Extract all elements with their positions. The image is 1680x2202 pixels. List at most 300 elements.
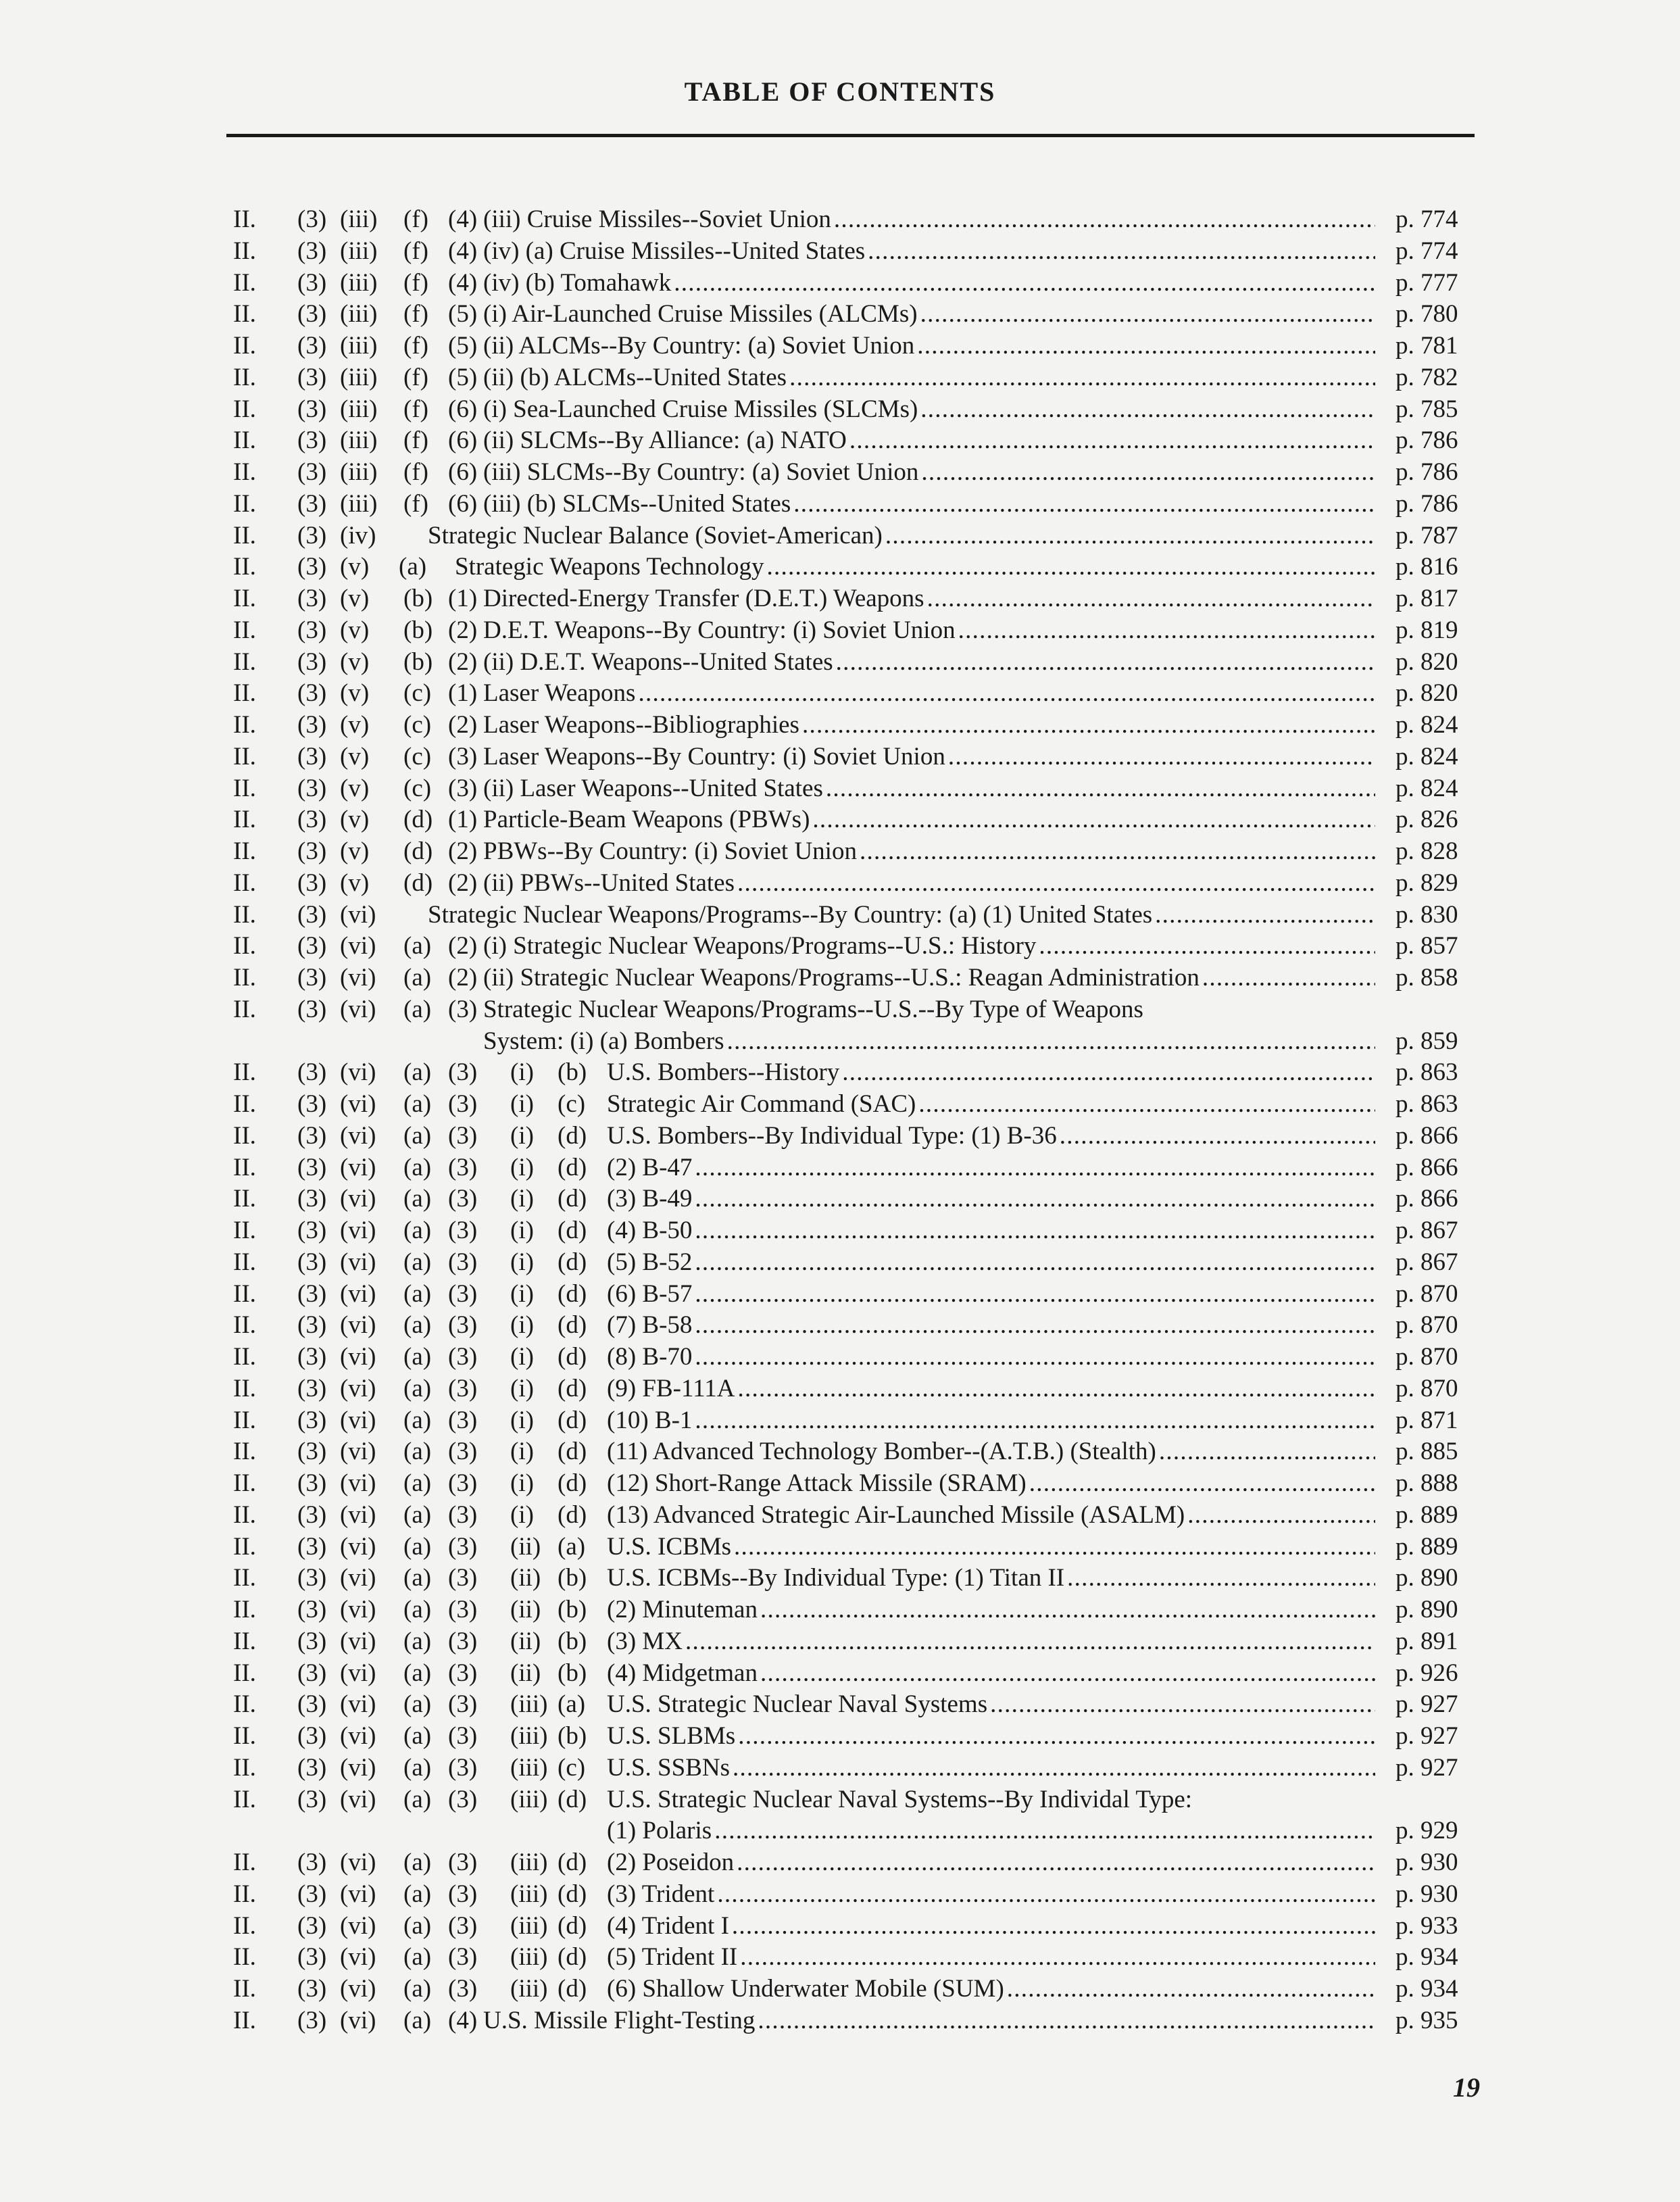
toc-entry-title: (6) Shallow Underwater Mobile (SUM) <box>607 1975 1004 2003</box>
toc-subsection-label: (vi) <box>340 1911 376 1940</box>
toc-subsection-label: (f) <box>403 205 428 233</box>
toc-subsection-label: (3) <box>297 1880 327 1908</box>
dot-leader <box>842 1057 1375 1089</box>
toc-subsection-label: (3) <box>448 1343 478 1371</box>
toc-subsection-label: (3) <box>448 1596 478 1623</box>
toc-subsection-label: (3) <box>297 1785 327 1813</box>
toc-entry-title: (2) B-47 <box>607 1153 693 1181</box>
toc-subsection-label: (3) <box>448 1469 478 1497</box>
toc-subsection-label: (2) <box>448 837 478 865</box>
toc-entry-title: (ii) Laser Weapons--United States <box>483 774 823 802</box>
toc-page-ref: p. 870 <box>1395 1374 1458 1402</box>
toc-subsection-label: (f) <box>403 458 428 486</box>
toc-subsection-label: (5) <box>448 363 478 391</box>
toc-entry-title: PBWs--By Country: (i) Soviet Union <box>483 837 857 865</box>
toc-section-numeral: II. <box>233 1121 256 1150</box>
toc-entry-title: (ii) Strategic Nuclear Weapons/Programs--U.S.: Reagan Administration <box>483 964 1200 992</box>
toc-page-ref: p. 890 <box>1395 1564 1458 1592</box>
toc-entry <box>233 457 1480 489</box>
toc-entry-title-wrap <box>483 489 1375 520</box>
toc-section-numeral: II. <box>233 995 256 1023</box>
toc-subsection-label: (iii) <box>510 1690 548 1719</box>
toc-entry-title: Directed-Energy Transfer (D.E.T.) Weapons <box>483 585 924 612</box>
toc-entry-title: (2) Poseidon <box>607 1849 735 1876</box>
toc-subsection-label: (a) <box>403 1975 432 2003</box>
toc-entry <box>233 1121 1480 1152</box>
toc-entry <box>233 489 1480 520</box>
toc-subsection-label: (a) <box>403 1217 432 1244</box>
toc-entry-title-wrap <box>483 457 1375 489</box>
toc-section-numeral: II. <box>233 1500 256 1529</box>
toc-entry <box>233 1310 1480 1342</box>
toc-page-ref: p. 774 <box>1395 237 1458 265</box>
dot-leader <box>1039 931 1375 962</box>
toc-entry-title: Strategic Air Command (SAC) <box>607 1090 916 1118</box>
toc-section-numeral: II. <box>233 964 256 992</box>
toc-subsection-label: (3) <box>297 395 327 423</box>
toc-entry-title: U.S. Bombers--By Individual Type: (1) B-36 <box>607 1121 1057 1150</box>
toc-subsection-label: (4) <box>448 2006 478 2034</box>
toc-subsection-label: (3) <box>297 1090 327 1118</box>
toc-section-numeral: II. <box>233 1153 256 1181</box>
toc-subsection-label: (d) <box>403 837 433 865</box>
toc-subsection-label: (5) <box>448 332 478 360</box>
toc-entry <box>233 804 1480 836</box>
toc-entry-title: (7) B-58 <box>607 1311 693 1340</box>
toc-subsection-label: (3) <box>448 742 478 770</box>
dot-leader <box>714 1815 1375 1847</box>
toc-entry-title: (3) MX <box>607 1627 683 1655</box>
toc-page-ref: p. 777 <box>1395 268 1458 297</box>
toc-subsection-label: (i) <box>510 1090 534 1118</box>
toc-subsection-label: (i) <box>510 1185 534 1213</box>
toc-entry-title-wrap <box>607 1310 1375 1342</box>
toc-subsection-label: (i) <box>510 1248 534 1276</box>
toc-subsection-label: (d) <box>558 1785 587 1813</box>
toc-page-ref: p. 930 <box>1395 1849 1458 1876</box>
toc-subsection-label: (i) <box>510 1406 534 1434</box>
toc-subsection-label: (3) <box>297 1311 327 1340</box>
toc-entry-title-wrap <box>483 710 1375 741</box>
toc-subsection-label: (d) <box>558 1406 587 1434</box>
dot-leader <box>1067 1563 1375 1594</box>
toc-entry <box>233 1879 1480 1911</box>
toc-subsection-label: (6) <box>448 395 478 423</box>
toc-entry <box>233 299 1480 331</box>
toc-subsection-label: (d) <box>558 1943 587 1972</box>
toc-entry <box>233 1658 1480 1690</box>
toc-subsection-label: (3) <box>297 742 327 770</box>
dot-leader <box>918 1089 1375 1121</box>
dot-leader <box>826 773 1375 805</box>
toc-section-numeral: II. <box>233 1880 256 1908</box>
toc-subsection-label: (3) <box>297 1343 327 1371</box>
toc-entry-title: (iii) SLCMs--By Country: (a) Soviet Union <box>483 458 919 486</box>
toc-entry-title-wrap <box>607 1563 1375 1594</box>
toc-subsection-label: (3) <box>297 837 327 865</box>
toc-page-ref: p. 866 <box>1395 1153 1458 1181</box>
toc-subsection-label: (c) <box>403 679 432 708</box>
toc-subsection-label: (f) <box>403 489 428 518</box>
toc-subsection-label: (a) <box>403 1880 432 1908</box>
toc-section-numeral: II. <box>233 1785 256 1813</box>
toc-page-ref: p. 870 <box>1395 1311 1458 1340</box>
toc-section-numeral: II. <box>233 1627 256 1655</box>
toc-subsection-label: (d) <box>558 1311 587 1340</box>
toc-entry-title-wrap <box>483 647 1375 679</box>
toc-subsection-label: (3) <box>297 900 327 929</box>
toc-subsection-label: (iii) <box>510 1943 548 1972</box>
toc-page-ref: p. 870 <box>1395 1279 1458 1308</box>
toc-subsection-label: (a) <box>403 1374 432 1402</box>
toc-section-numeral: II. <box>233 237 256 265</box>
toc-subsection-label: (v) <box>340 837 370 865</box>
toc-subsection-label: (d) <box>558 1279 587 1308</box>
toc-page-ref: p. 816 <box>1395 553 1458 581</box>
toc-entry <box>233 1626 1480 1658</box>
toc-entry-title: (ii) D.E.T. Weapons--United States <box>483 647 833 676</box>
toc-subsection-label: (3) <box>297 363 327 391</box>
toc-subsection-label: (d) <box>558 1975 587 2003</box>
dot-leader <box>695 1152 1375 1184</box>
toc-subsection-label: (a) <box>403 1090 432 1118</box>
toc-entry <box>233 710 1480 741</box>
toc-subsection-label: (3) <box>297 679 327 708</box>
toc-entry <box>233 647 1480 679</box>
toc-subsection-label: (vi) <box>340 1121 376 1150</box>
toc-section-numeral: II. <box>233 268 256 297</box>
dot-leader <box>638 678 1375 710</box>
toc-page-ref: p. 871 <box>1395 1406 1458 1434</box>
toc-subsection-label: (1) <box>448 585 478 612</box>
toc-section-numeral: II. <box>233 426 256 455</box>
toc-entry <box>233 520 1480 552</box>
toc-subsection-label: (a) <box>403 1279 432 1308</box>
toc-section-numeral: II. <box>233 1911 256 1940</box>
dot-leader <box>920 299 1375 331</box>
dot-leader <box>920 394 1375 426</box>
toc-entry-title-wrap <box>483 962 1375 994</box>
toc-entry-title-wrap <box>483 204 1375 236</box>
dot-leader <box>685 1626 1375 1658</box>
toc-subsection-label: (3) <box>297 1185 327 1213</box>
toc-subsection-label: (b) <box>403 647 433 676</box>
toc-entry <box>233 394 1480 426</box>
toc-entry <box>233 425 1480 457</box>
toc-entry-title: (8) B-70 <box>607 1343 693 1371</box>
toc-subsection-label: (d) <box>558 1248 587 1276</box>
toc-subsection-label: (a) <box>403 1753 432 1782</box>
toc-section-numeral: II. <box>233 1406 256 1434</box>
dot-leader <box>921 457 1375 489</box>
toc-page-ref: p. 786 <box>1395 489 1458 518</box>
toc-subsection-label: (iv) <box>340 521 376 549</box>
toc-subsection-label: (a) <box>403 1722 432 1750</box>
toc-entry-title: Strategic Nuclear Weapons/Programs--U.S.--By Type of Weapons <box>483 995 1143 1023</box>
toc-page-ref: p. 780 <box>1395 300 1458 328</box>
toc-subsection-label: (d) <box>558 1849 587 1876</box>
toc-entry <box>233 900 1480 931</box>
toc-subsection-label: (3) <box>448 1627 478 1655</box>
toc-entry <box>233 1594 1480 1626</box>
toc-subsection-label: (d) <box>558 1343 587 1371</box>
toc-page-ref: p. 888 <box>1395 1469 1458 1497</box>
toc-entry-title: D.E.T. Weapons--By Country: (i) Soviet Union <box>483 616 956 644</box>
toc-subsection-label: (ii) <box>510 1659 541 1687</box>
toc-subsection-label: (vi) <box>340 1690 376 1719</box>
toc-page-ref: p. 863 <box>1395 1090 1458 1118</box>
toc-entry-title-wrap <box>428 900 1375 931</box>
toc-subsection-label: (a) <box>403 1406 432 1434</box>
toc-subsection-label: (vi) <box>340 932 376 960</box>
toc-entry-title: System: (i) (a) Bombers <box>483 1027 724 1055</box>
toc-subsection-label: (3) <box>297 1406 327 1434</box>
dot-leader <box>1029 1468 1375 1500</box>
toc-entry <box>233 1026 1480 1058</box>
page-number: 19 <box>1453 2072 1480 2103</box>
toc-entry <box>233 331 1480 362</box>
toc-entry-title-wrap <box>483 583 1375 615</box>
toc-subsection-label: (3) <box>448 995 478 1023</box>
toc-subsection-label: (d) <box>558 1438 587 1466</box>
toc-page-ref: p. 866 <box>1395 1121 1458 1150</box>
toc-subsection-label: (vi) <box>340 1564 376 1592</box>
toc-subsection-label: (i) <box>510 1500 534 1529</box>
toc-subsection-label: (vi) <box>340 1185 376 1213</box>
toc-subsection-label: (f) <box>403 300 428 328</box>
toc-subsection-label: (a) <box>403 1659 432 1687</box>
toc-entry-title: (4) B-50 <box>607 1217 693 1244</box>
toc-entry-title: Strategic Nuclear Balance (Soviet-American) <box>428 521 883 549</box>
toc-section-numeral: II. <box>233 1849 256 1876</box>
toc-section-numeral: II. <box>233 1311 256 1340</box>
toc-subsection-label: (v) <box>340 711 370 739</box>
toc-subsection-label: (3) <box>297 964 327 992</box>
toc-subsection-label: (a) <box>403 1690 432 1719</box>
toc-subsection-label: (4) <box>448 268 478 297</box>
toc-subsection-label: (3) <box>448 1121 478 1150</box>
toc-entry <box>233 204 1480 236</box>
toc-entry-title: (4) Midgetman <box>607 1659 758 1687</box>
toc-entry-title: Laser Weapons--Bibliographies <box>483 711 799 739</box>
toc-entry <box>233 1532 1480 1563</box>
toc-subsection-label: (v) <box>340 679 370 708</box>
toc-subsection-label: (3) <box>297 300 327 328</box>
toc-section-numeral: II. <box>233 1469 256 1497</box>
dot-leader <box>717 1879 1375 1911</box>
toc-subsection-label: (3) <box>297 932 327 960</box>
dot-leader <box>767 552 1375 583</box>
toc-subsection-label: (c) <box>558 1090 586 1118</box>
toc-subsection-label: (1) <box>448 806 478 834</box>
toc-subsection-label: (i) <box>510 1343 534 1371</box>
toc-entry <box>233 1436 1480 1468</box>
dot-leader <box>1202 962 1375 994</box>
toc-entry-title: (ii) (b) ALCMs--United States <box>483 363 787 391</box>
dot-leader <box>738 1721 1375 1753</box>
table-of-contents <box>233 204 1480 2037</box>
toc-entry-title: (iv) (a) Cruise Missiles--United States <box>483 237 866 265</box>
toc-section-numeral: II. <box>233 774 256 802</box>
toc-subsection-label: (3) <box>297 426 327 455</box>
toc-subsection-label: (a) <box>403 932 432 960</box>
toc-subsection-label: (i) <box>510 1279 534 1308</box>
toc-entry-title: (i) Strategic Nuclear Weapons/Programs--U.S.: History <box>483 932 1037 960</box>
toc-section-numeral: II. <box>233 806 256 834</box>
toc-entry-title: (3) B-49 <box>607 1185 693 1213</box>
toc-page-ref: p. 820 <box>1395 679 1458 708</box>
toc-entry-title-wrap <box>483 773 1375 805</box>
dot-leader <box>789 362 1375 394</box>
toc-section-numeral: II. <box>233 1690 256 1719</box>
toc-entry <box>233 773 1480 805</box>
toc-section-numeral: II. <box>233 1279 256 1308</box>
toc-subsection-label: (i) <box>510 1374 534 1402</box>
toc-entry-title-wrap <box>483 425 1375 457</box>
toc-page-ref: p. 934 <box>1395 1943 1458 1972</box>
toc-section-numeral: II. <box>233 395 256 423</box>
toc-entry <box>233 1373 1480 1405</box>
toc-subsection-label: (d) <box>558 1374 587 1402</box>
toc-entry-title-wrap <box>607 1373 1375 1405</box>
toc-subsection-label: (vi) <box>340 1311 376 1340</box>
toc-subsection-label: (f) <box>403 395 428 423</box>
toc-subsection-label: (2) <box>448 932 478 960</box>
toc-subsection-label: (c) <box>403 774 432 802</box>
toc-entry-title: (13) Advanced Strategic Air-Launched Missile (ASALM) <box>607 1500 1185 1529</box>
toc-subsection-label: (i) <box>510 1121 534 1150</box>
toc-entry-title-wrap <box>607 1532 1375 1563</box>
dot-leader <box>695 1405 1375 1437</box>
dot-leader <box>737 868 1375 900</box>
toc-entry-title: (iv) (b) Tomahawk <box>483 268 672 297</box>
toc-page-ref: p. 927 <box>1395 1690 1458 1719</box>
toc-page-ref: p. 863 <box>1395 1058 1458 1087</box>
dot-leader <box>802 710 1375 741</box>
toc-subsection-label: (f) <box>403 426 428 455</box>
toc-subsection-label: (a) <box>403 2006 432 2034</box>
toc-entry <box>233 2005 1480 2037</box>
toc-subsection-label: (d) <box>558 1121 587 1150</box>
toc-section-numeral: II. <box>233 205 256 233</box>
toc-subsection-label: (3) <box>297 1911 327 1940</box>
toc-subsection-label: (3) <box>448 1185 478 1213</box>
toc-subsection-label: (vi) <box>340 1343 376 1371</box>
toc-subsection-label: (iii) <box>340 268 378 297</box>
toc-entry-title-wrap <box>607 1247 1375 1279</box>
toc-subsection-label: (v) <box>340 774 370 802</box>
toc-subsection-label: (d) <box>403 868 433 897</box>
toc-subsection-label: (3) <box>297 1659 327 1687</box>
toc-subsection-label: (4) <box>448 237 478 265</box>
toc-section-numeral: II. <box>233 521 256 549</box>
toc-page-ref: p. 781 <box>1395 332 1458 360</box>
toc-subsection-label: (iii) <box>340 426 378 455</box>
toc-subsection-label: (vi) <box>340 1627 376 1655</box>
toc-page-ref: p. 828 <box>1395 837 1458 865</box>
toc-section-numeral: II. <box>233 1248 256 1276</box>
page-title: TABLE OF CONTENTS <box>684 76 996 107</box>
toc-subsection-label: (vi) <box>340 1785 376 1813</box>
toc-section-numeral: II. <box>233 553 256 581</box>
toc-subsection-label: (a) <box>403 1849 432 1876</box>
toc-page-ref: p. 819 <box>1395 616 1458 644</box>
toc-subsection-label: (iii) <box>340 205 378 233</box>
toc-entry-title: Strategic Weapons Technology <box>455 553 764 581</box>
toc-entry <box>233 994 1480 1026</box>
toc-entry-title-wrap <box>607 1183 1375 1215</box>
toc-page-ref: p. 824 <box>1395 742 1458 770</box>
toc-subsection-label: (d) <box>558 1880 587 1908</box>
toc-subsection-label: (a) <box>403 1785 432 1813</box>
toc-section-numeral: II. <box>233 742 256 770</box>
toc-page-ref: p. 826 <box>1395 806 1458 834</box>
toc-subsection-label: (b) <box>558 1058 587 1087</box>
toc-entry-title-wrap <box>455 552 1375 583</box>
dot-leader <box>1187 1500 1375 1532</box>
toc-entry <box>233 1152 1480 1184</box>
toc-subsection-label: (3) <box>297 521 327 549</box>
toc-entry-title: (ii) SLCMs--By Alliance: (a) NATO <box>483 426 847 455</box>
toc-page-ref: p. 857 <box>1395 932 1458 960</box>
toc-subsection-label: (vi) <box>340 1090 376 1118</box>
toc-subsection-label: (3) <box>297 1722 327 1750</box>
toc-section-numeral: II. <box>233 363 256 391</box>
toc-subsection-label: (ii) <box>510 1532 541 1561</box>
toc-section-numeral: II. <box>233 1659 256 1687</box>
toc-subsection-label: (vi) <box>340 1596 376 1623</box>
toc-entry-title: (i) Sea-Launched Cruise Missiles (SLCMs) <box>483 395 918 423</box>
toc-subsection-label: (3) <box>297 1500 327 1529</box>
toc-subsection-label: (f) <box>403 268 428 297</box>
toc-subsection-label: (a) <box>403 1596 432 1623</box>
toc-section-numeral: II. <box>233 1090 256 1118</box>
toc-subsection-label: (vi) <box>340 1248 376 1276</box>
toc-entry <box>233 1974 1480 2005</box>
toc-subsection-label: (v) <box>340 616 370 644</box>
toc-page-ref: p. 927 <box>1395 1722 1458 1750</box>
toc-subsection-label: (a) <box>403 1627 432 1655</box>
dot-leader <box>849 425 1375 457</box>
toc-subsection-label: (vi) <box>340 1722 376 1750</box>
toc-entry <box>233 1089 1480 1121</box>
toc-subsection-label: (a) <box>403 1121 432 1150</box>
toc-subsection-label: (b) <box>558 1659 587 1687</box>
dot-leader <box>732 1911 1375 1942</box>
toc-subsection-label: (3) <box>297 585 327 612</box>
toc-entry-title: U.S. Strategic Nuclear Naval Systems--By Individal Type: <box>607 1785 1193 1813</box>
toc-entry-title-wrap <box>607 1879 1375 1911</box>
toc-page-ref: p. 870 <box>1395 1343 1458 1371</box>
toc-subsection-label: (6) <box>448 489 478 518</box>
toc-subsection-label: (c) <box>403 742 432 770</box>
toc-subsection-label: (d) <box>558 1911 587 1940</box>
toc-subsection-label: (v) <box>340 553 370 581</box>
toc-entry <box>233 615 1480 647</box>
toc-subsection-label: (v) <box>340 742 370 770</box>
toc-section-numeral: II. <box>233 489 256 518</box>
toc-subsection-label: (b) <box>558 1564 587 1592</box>
toc-entry-title-wrap <box>483 741 1375 773</box>
toc-subsection-label: (iii) <box>510 1753 548 1782</box>
toc-entry-title-wrap <box>607 1721 1375 1753</box>
toc-page-ref: p. 935 <box>1395 2006 1458 2034</box>
toc-subsection-label: (a) <box>558 1690 586 1719</box>
dot-leader <box>1155 900 1375 931</box>
toc-subsection-label: (vi) <box>340 1532 376 1561</box>
toc-subsection-label: (3) <box>297 1975 327 2003</box>
toc-subsection-label: (3) <box>448 1659 478 1687</box>
